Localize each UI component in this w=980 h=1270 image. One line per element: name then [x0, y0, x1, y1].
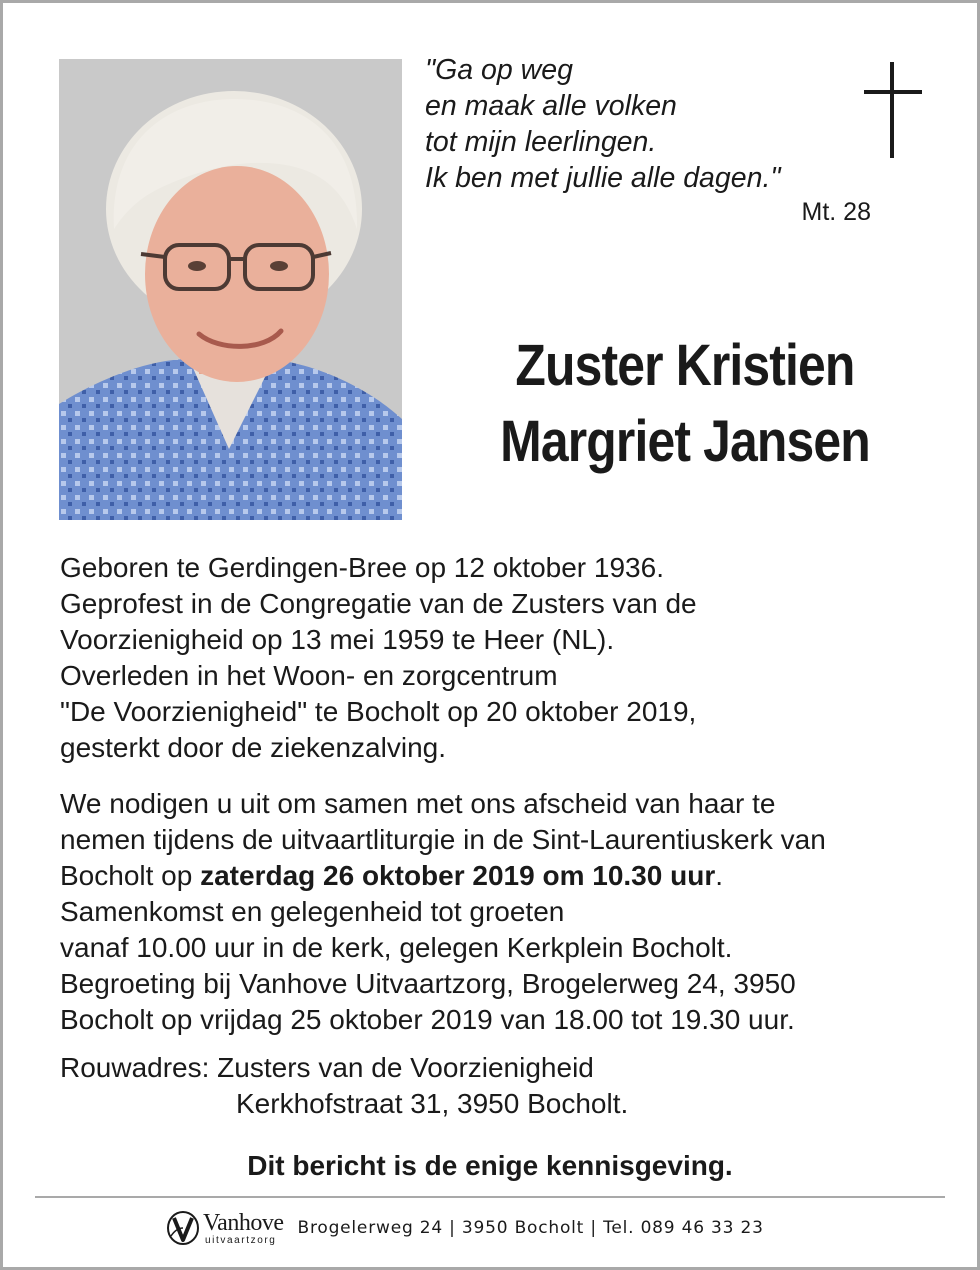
invitation-line: Bocholt op vrijdag 25 oktober 2019 van 18.00 tot 19.30 uur. — [60, 1004, 795, 1035]
address-line-2: Kerkhofstraat 31, 3950 Bocholt. — [236, 1088, 629, 1119]
quote-line: tot mijn leerlingen. — [425, 126, 657, 158]
biography-line: Overleden in het Woon- en zorgcentrum — [60, 660, 558, 691]
quote-reference: Mt. 28 — [801, 198, 871, 226]
invitation-line: Begroeting bij Vanhove Uitvaartzorg, Brogelerweg 24, 3950 — [60, 968, 796, 999]
logo-name: Vanhove — [203, 1209, 284, 1236]
biography-line: gesterkt door de ziekenzalving. — [60, 732, 446, 763]
footer — [165, 1207, 764, 1249]
mourning-address — [60, 1050, 628, 1122]
funeral-datetime: zaterdag 26 oktober 2019 om 10.30 uur — [200, 860, 716, 891]
invitation-paragraph — [60, 786, 826, 1038]
invitation-suffix: . — [715, 860, 723, 891]
biography-paragraph — [60, 550, 697, 766]
biography-line: Voorzienigheid op 13 mei 1959 te Heer (NL). — [60, 624, 615, 655]
biography-line: "De Voorzienigheid" te Bocholt op 20 oktober 2019, — [60, 696, 697, 727]
portrait-photo — [59, 59, 402, 520]
biography-line: Geboren te Gerdingen-Bree op 12 oktober 1936. — [60, 552, 664, 583]
quote-line: en maak alle volken — [425, 90, 677, 122]
address-line-1: Rouwadres: Zusters van de Voorzienigheid — [60, 1052, 594, 1083]
invitation-prefix: Bocholt op — [60, 860, 201, 891]
divider — [35, 1196, 945, 1198]
deceased-name — [457, 328, 913, 480]
invitation-line: Samenkomst en gelegenheid tot groeten — [60, 896, 565, 927]
quote-line: "Ga op weg — [425, 54, 573, 86]
vanhove-logo-icon — [165, 1208, 201, 1248]
logo-subtitle: uitvaartzorg — [205, 1234, 277, 1246]
invitation-line — [60, 858, 826, 894]
quote-line: Ik ben met jullie alle dagen." — [425, 162, 781, 194]
invitation-line: vanaf 10.00 uur in de kerk, gelegen Kerkplein Bocholt. — [60, 932, 733, 963]
biography-line: Geprofest in de Congregatie van de Zusters van de — [60, 588, 697, 619]
invitation-line: nemen tijdens de uitvaartliturgie in de Sint-Laurentiuskerk van — [60, 824, 826, 855]
sole-notice: Dit bericht is de enige kennisgeving. — [247, 1150, 733, 1181]
invitation-line: We nodigen u uit om samen met ons afscheid van haar te — [60, 788, 776, 819]
bible-quote — [425, 52, 825, 196]
name-line-1: Zuster Kristien — [515, 333, 855, 398]
name-line-2: Margriet Jansen — [500, 409, 870, 474]
footer-contact: Brogelerweg 24 | 3950 Bocholt | Tel. 089 46 33 23 — [297, 1218, 764, 1238]
cross-icon — [864, 62, 922, 158]
vanhove-logo — [165, 1208, 283, 1248]
